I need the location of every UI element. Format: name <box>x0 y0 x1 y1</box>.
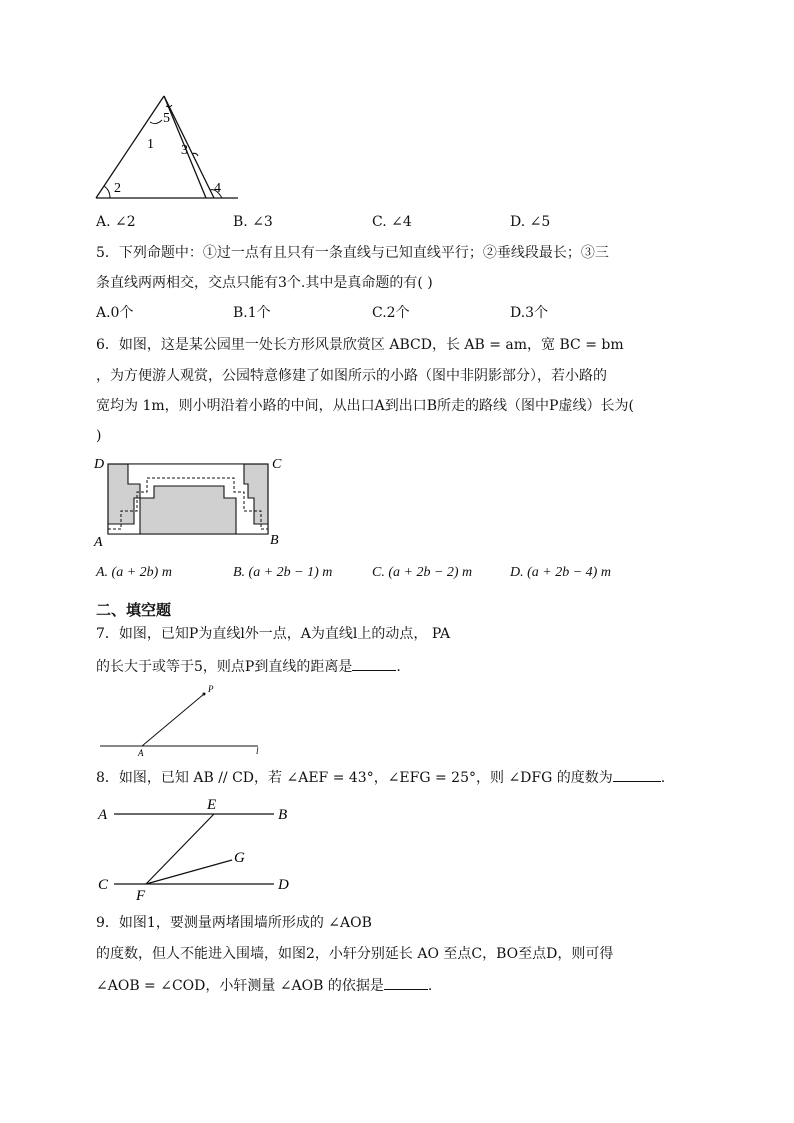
q8-text-main: 8．如图，已知 AB // CD，若 ∠AEF = 43°，∠EFG = 25°，则 ∠DFG 的度数为 <box>96 770 613 786</box>
q4-option-c[interactable]: C. ∠4 <box>372 214 412 230</box>
q8-label-D: D <box>278 877 289 893</box>
q6-text-line4: ) <box>96 428 102 444</box>
q8-text-end: . <box>660 770 666 786</box>
q5-option-d[interactable]: D.3个 <box>510 305 549 321</box>
q8-label-F: F <box>136 888 146 904</box>
q8-label-G: G <box>234 850 245 866</box>
q6-park-figure <box>94 454 284 548</box>
q7-label-P: P <box>208 684 214 694</box>
q4-triangle-figure <box>92 92 242 204</box>
q5-option-b[interactable]: B.1个 <box>233 305 271 321</box>
q7-text-line1: 7．如图，已知P为直线l外一点，A为直线l上的动点， PA <box>96 626 451 642</box>
q8-text-line1 <box>96 767 665 788</box>
q5-text-line2: 条直线两两相交，交点只能有3个.其中是真命题的有( ) <box>96 275 433 291</box>
q9-text-line1: 9．如图1，要测量两堵围墙所形成的 ∠AOB <box>96 915 372 931</box>
q4-label-3: 3 <box>181 143 188 158</box>
q7-text-line2-end: . <box>396 659 401 675</box>
q6-label-A: A <box>94 535 103 550</box>
q7-text-line2 <box>96 656 401 677</box>
q6-option-c[interactable]: C. (a + 2b − 2) m <box>372 565 473 580</box>
q6-label-B: B <box>270 533 279 548</box>
q6-label-D: D <box>94 457 105 472</box>
q4-label-5: 5 <box>163 111 170 126</box>
q9-answer-blank[interactable] <box>384 975 428 990</box>
q7-answer-blank[interactable] <box>352 656 396 671</box>
q6-text-line2: ，为方便游人观赏，公园特意修建了如图所示的小路（图中非阴影部分），若小路的 <box>96 368 607 384</box>
q9-text-line3-end: . <box>427 978 433 994</box>
q8-label-B: B <box>278 807 288 823</box>
q7-text-line2-main: 的长大于或等于5，则点P到直线的距离是 <box>96 659 353 675</box>
q4-option-a[interactable]: A. ∠2 <box>96 214 136 230</box>
q7-line-figure <box>98 684 268 758</box>
q4-option-b[interactable]: B. ∠3 <box>233 214 273 230</box>
q6-text-line3: 宽均为 1m，则小明沿着小路的中间，从出口A到出口B所走的路线（图中P虚线）长为( <box>96 398 634 414</box>
q9-text-line3-main: ∠AOB = ∠COD，小轩测量 ∠AOB 的依据是 <box>96 978 384 994</box>
q9-text-line3 <box>96 975 432 996</box>
q4-option-d[interactable]: D. ∠5 <box>510 214 551 230</box>
q4-label-2: 2 <box>114 181 121 196</box>
section-title-fill-in: 二、填空题 <box>96 601 172 619</box>
q6-option-d[interactable]: D. (a + 2b − 4) m <box>510 565 611 580</box>
q5-option-a[interactable]: A.0个 <box>96 305 134 321</box>
q9-text-line2: 的度数，但人不能进入围墙，如图2，小轩分别延长 AO 至点C，BO至点D，则可得 <box>96 946 614 962</box>
q6-text-line1: 6．如图，这是某公园里一处长方形风景欣赏区 ABCD，长 AB = am，宽 BC = bm <box>96 337 624 353</box>
q6-option-a[interactable]: A. (a + 2b) m <box>96 565 172 580</box>
q8-label-A: A <box>98 807 108 823</box>
q7-label-l: l <box>256 746 259 756</box>
q4-label-4: 4 <box>214 181 221 196</box>
q8-label-E: E <box>207 797 217 813</box>
q8-parallel-lines-figure <box>94 794 304 904</box>
q4-label-1: 1 <box>147 137 154 152</box>
q6-option-b[interactable]: B. (a + 2b − 1) m <box>233 565 333 580</box>
q5-text-line1: 5．下列命题中：①过一点有且只有一条直线与已知直线平行；②垂线段最长；③三 <box>96 245 609 261</box>
q8-answer-blank[interactable] <box>613 767 661 782</box>
q8-label-C: C <box>98 877 109 893</box>
q7-label-A: A <box>138 748 144 758</box>
q6-label-C: C <box>272 457 282 472</box>
q5-option-c[interactable]: C.2个 <box>372 305 410 321</box>
